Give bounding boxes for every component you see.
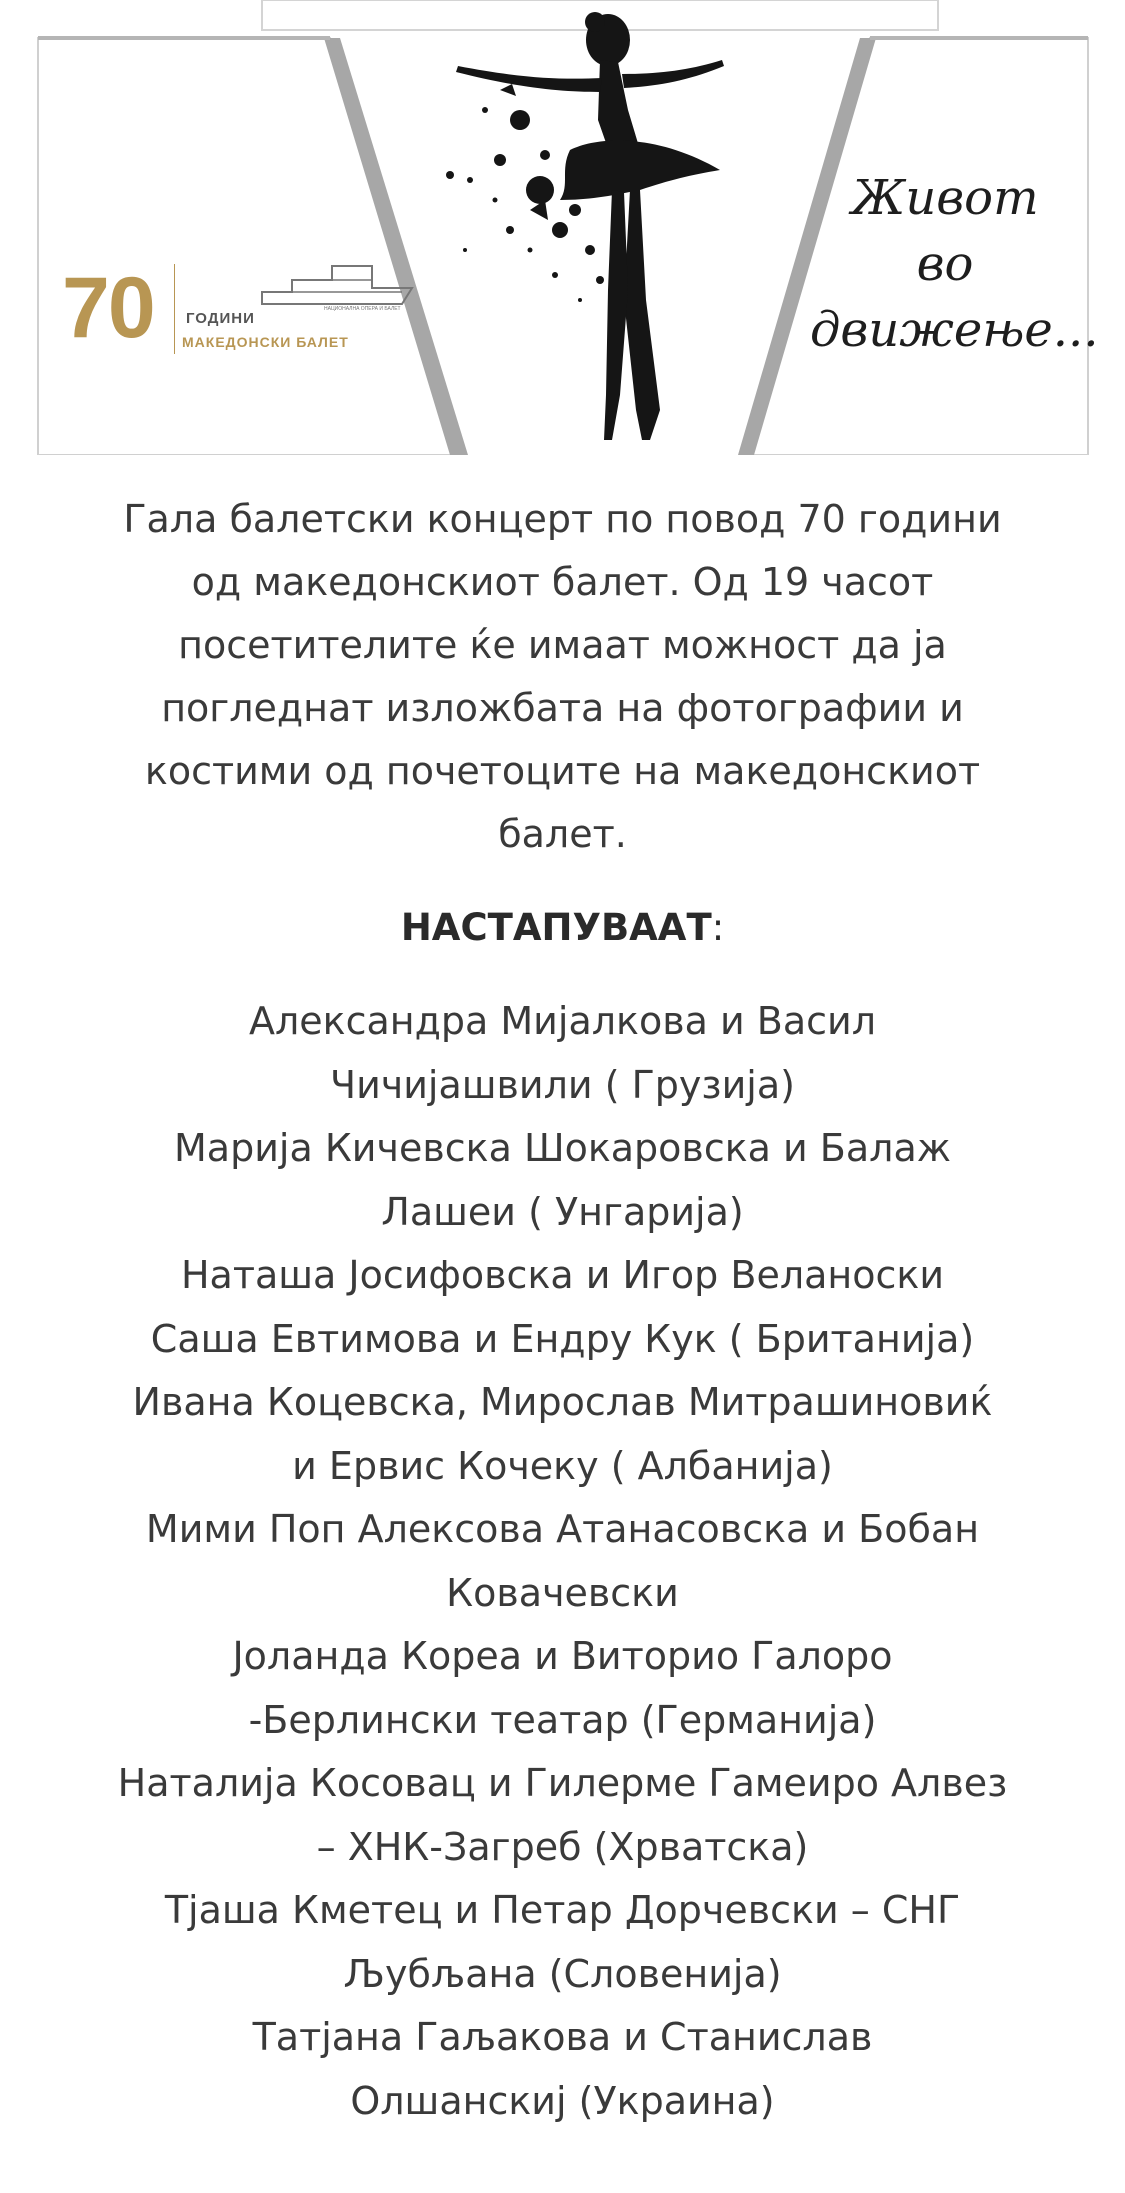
performers-list: [30, 990, 1095, 2133]
logo-ballet-label: МАКЕДОНСКИ БАЛЕТ: [182, 334, 349, 350]
logo-divider: [174, 264, 175, 354]
performer-line: Олшанскиј (Украина): [350, 2078, 775, 2123]
logo-years-label: ГОДИНИ: [186, 310, 255, 327]
description-line: балет.: [498, 812, 627, 856]
description-line: од македонскиот балет. Од 19 часот: [191, 560, 934, 604]
performer-line: и Ервис Кочеку ( Албанија): [292, 1443, 833, 1488]
performer-line: Наташа Јосифовска и Игор Веланоски: [180, 1253, 945, 1297]
description-line: погледнат изложбата на фотографии и: [161, 686, 964, 730]
performers-heading-label: НАСТАПУВААТ: [400, 906, 712, 949]
slogan-line: во: [916, 236, 974, 292]
performer-line: Марија Кичевска Шокаровска и Балаж: [174, 1126, 951, 1170]
performer-line: Мими Поп Алексова Атанасовска и Бобан: [145, 1507, 980, 1551]
event-banner: [0, 0, 1125, 455]
slogan-line: Живот: [851, 170, 1039, 226]
performer-line: Наталија Косовац и Гилерме Гамеиро Алвез: [117, 1761, 1008, 1805]
performers-heading: [30, 898, 1095, 958]
performer-line: Чичијашвили ( Грузија): [330, 1062, 795, 1107]
performer-line: Саша Евтимова и Ендру Кук ( Британија): [150, 1316, 975, 1361]
logo-number: 70: [62, 260, 154, 356]
event-description: [30, 488, 1095, 866]
performer-line: Татјана Гаљакова и Станислав: [252, 2015, 873, 2059]
event-slogan: [810, 165, 1099, 363]
performer-line: Ковачевски: [446, 1570, 679, 1615]
performer-line: Лашеи ( Унгарија): [381, 1189, 744, 1234]
performer-line: – ХНК-Загреб (Хрватска): [316, 1824, 809, 1869]
description-line: костими од почетоците на македонскиот: [144, 749, 981, 793]
performer-line: Тјаша Кметец и Петар Дорчевски – СНГ: [164, 1888, 961, 1932]
event-description-content: [30, 488, 1095, 2133]
performer-line: Љубљана (Словенија): [343, 1951, 782, 1996]
anniversary-logo: [62, 258, 402, 368]
performers-heading-suffix: :: [711, 906, 725, 949]
ballerina-illustration: [446, 12, 724, 440]
logo-fine-print: НАЦИОНАЛНА ОПЕРА И БАЛЕТ: [324, 306, 401, 312]
slogan-line: движење...: [810, 302, 1099, 358]
description-line: Гала балетски концерт по повод 70 години: [123, 497, 1002, 541]
performer-line: -Берлински театар (Германија): [248, 1697, 877, 1742]
performer-line: Ивана Коцевска, Мирослав Митрашиновиќ: [132, 1380, 993, 1424]
building-logo-icon: [252, 258, 422, 308]
performer-line: Александра Мијалкова и Васил: [249, 999, 876, 1043]
performer-line: Јоланда Кореа и Виторио Галоро: [232, 1634, 893, 1678]
description-line: посетителите ќе имаат можност да ја: [178, 623, 947, 667]
